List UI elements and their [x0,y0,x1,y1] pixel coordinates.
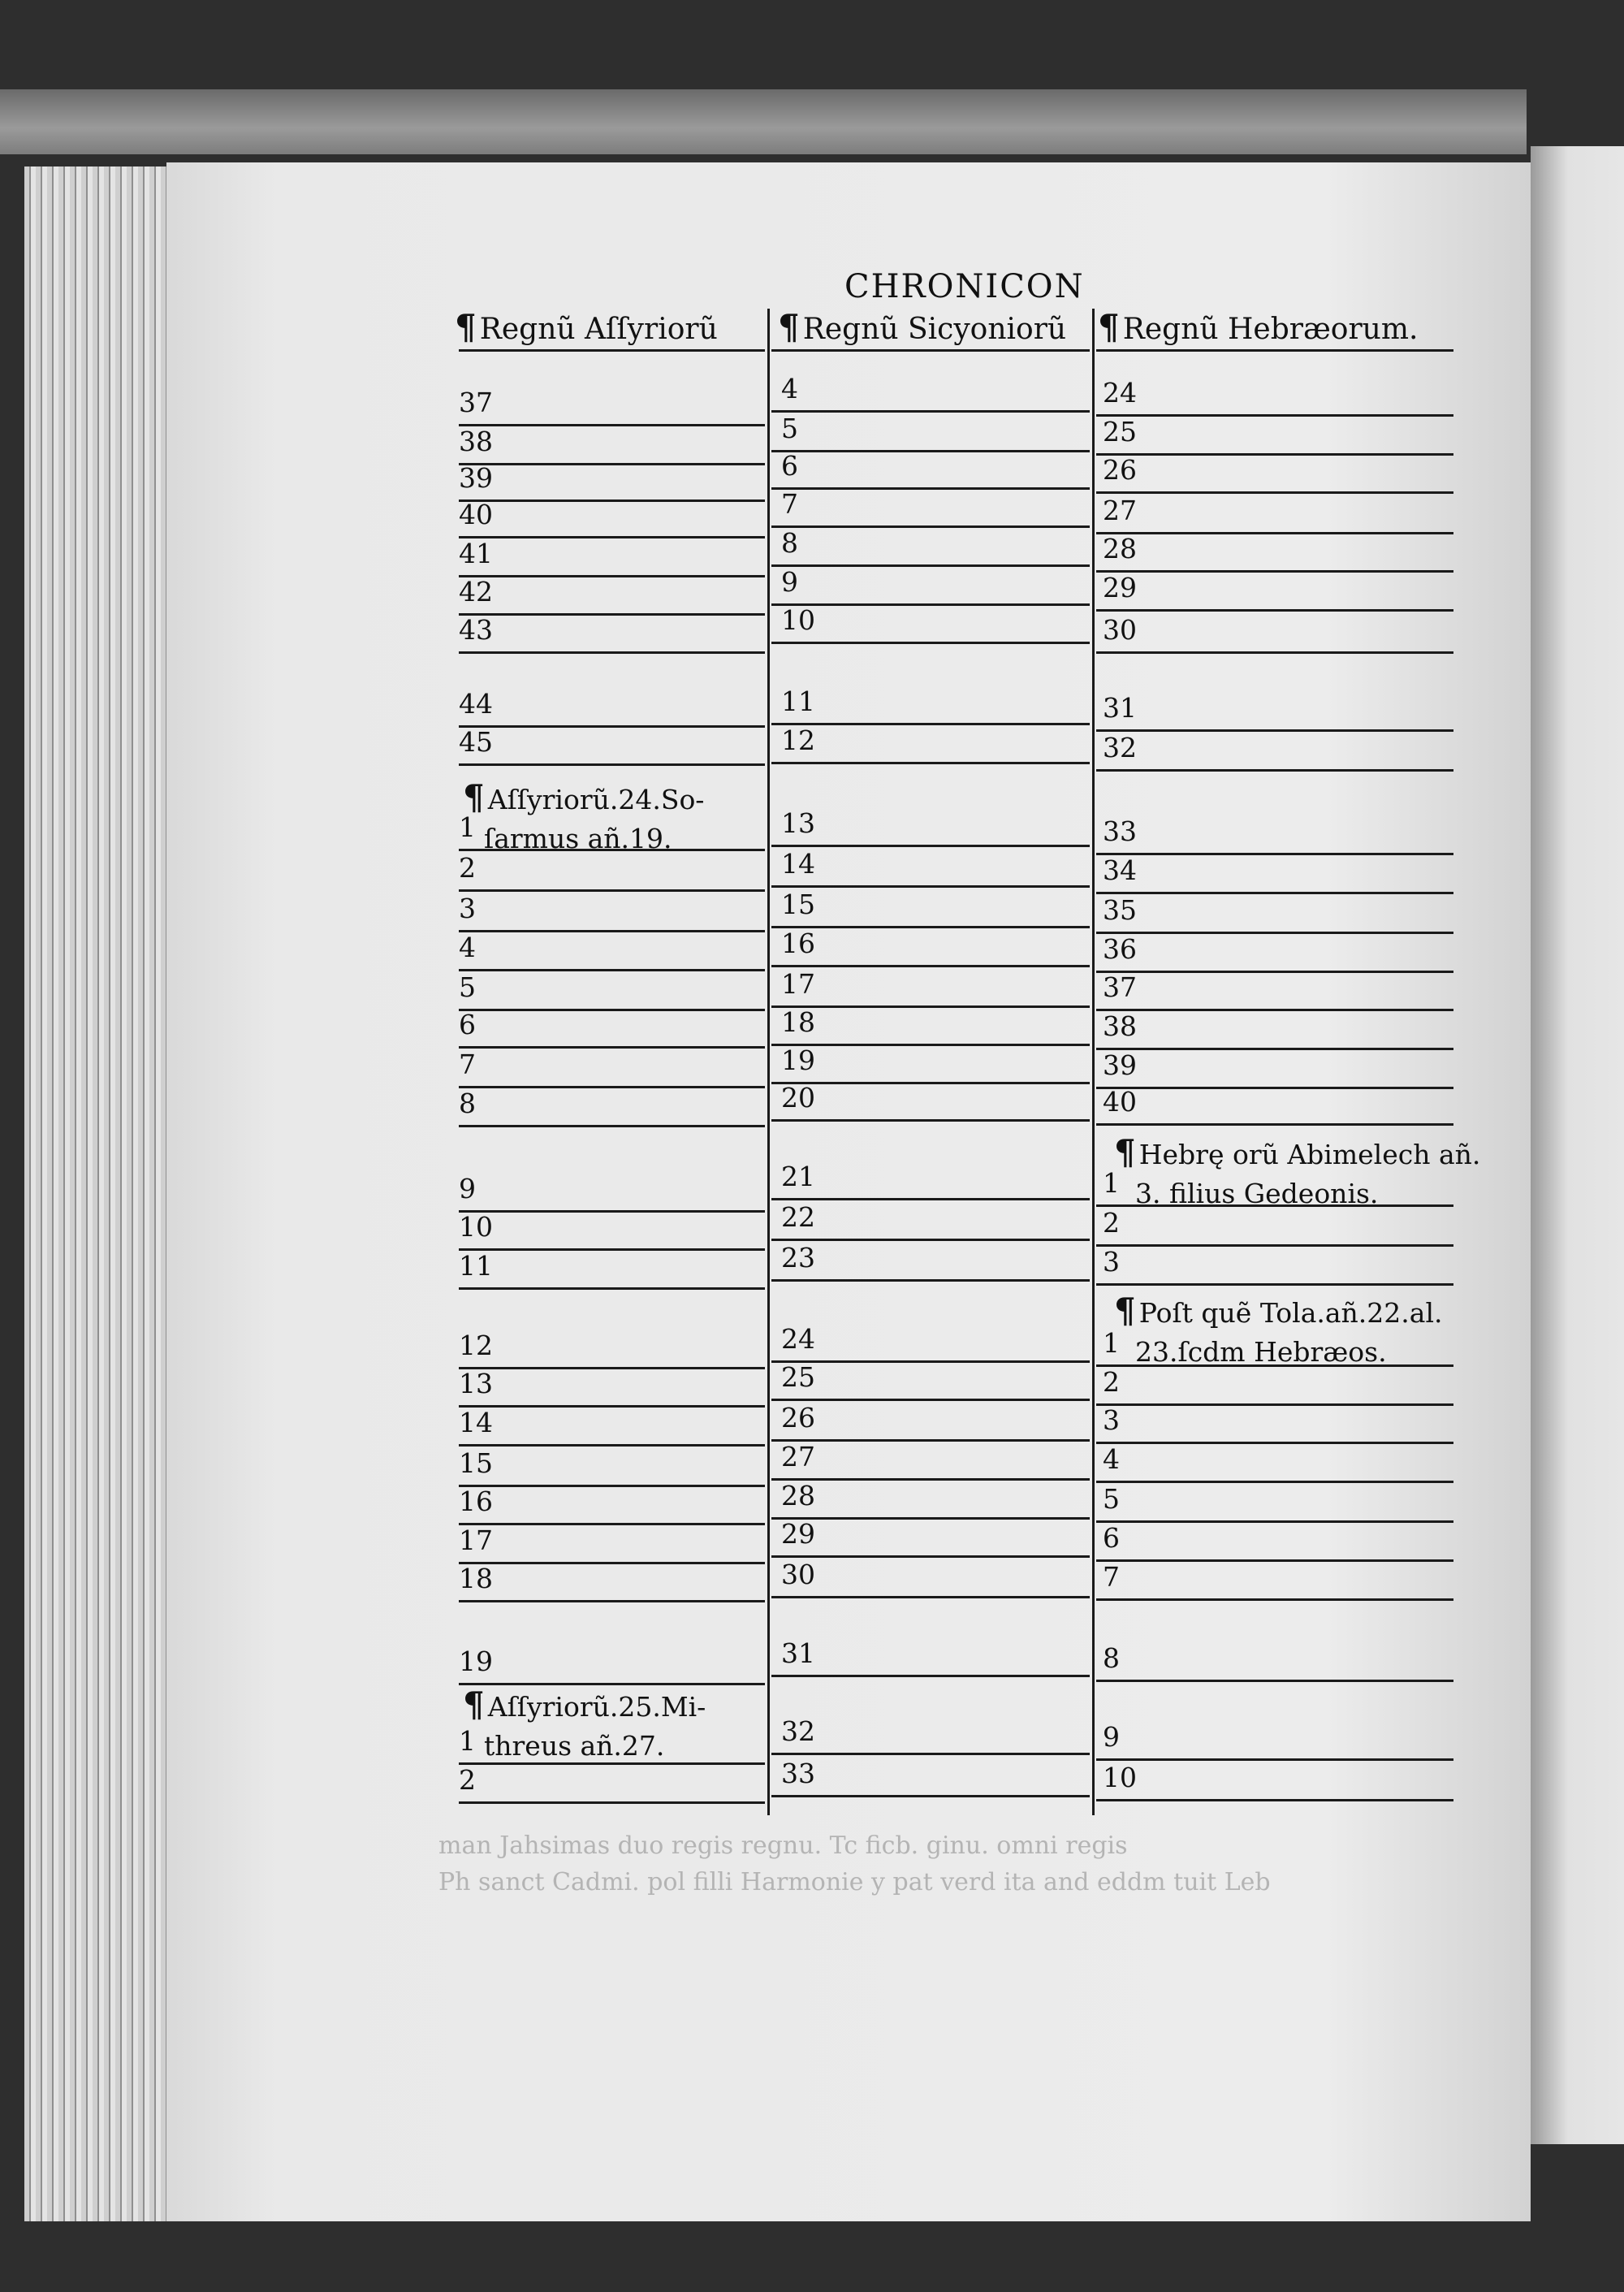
year-number: 33 [781,1758,815,1789]
reign-note-line: threus añ.27. [484,1730,665,1762]
year-number: 18 [459,1563,493,1594]
year-number: 9 [781,566,798,598]
column-divider [1092,309,1095,1815]
row-rule [771,885,1090,888]
row-rule [771,1360,1090,1363]
row-rule [771,1279,1090,1282]
row-rule [459,1523,765,1525]
row-rule [459,424,765,426]
row-rule [771,1119,1090,1122]
reign-note [1114,1291,1442,1372]
year-number: 16 [781,928,815,959]
header-rule [459,349,765,352]
column-header-label: Regnũ Hebræorum. [1122,313,1419,346]
reign-note-line: 3. filius Gedeonis. [1135,1178,1379,1209]
year-number: 6 [781,450,798,482]
year-number: 17 [781,968,815,1000]
reign-note-line: 23.ſcdm Hebræos. [1135,1336,1387,1368]
pilcrow-icon: ¶ [1098,307,1120,347]
row-rule [459,1485,765,1487]
row-rule [771,1555,1090,1558]
row-rule [771,723,1090,725]
year-number: 32 [781,1715,815,1747]
year-number: 3 [1103,1404,1120,1436]
row-rule [1096,1283,1453,1286]
year-number: 38 [1103,1010,1137,1042]
year-number: 8 [781,527,798,559]
row-rule [459,1444,765,1447]
year-number: 37 [1103,971,1137,1003]
year-number: 35 [1103,894,1137,926]
row-rule [1096,1009,1453,1011]
year-number: 7 [781,488,798,520]
row-rule [1096,1758,1453,1761]
year-number: 2 [459,1764,476,1796]
reign-note [463,778,704,858]
row-rule [459,536,765,538]
row-rule [1096,1403,1453,1406]
year-number: 7 [1103,1561,1120,1593]
year-number: 10 [459,1211,493,1243]
row-rule [1096,1481,1453,1483]
row-rule [771,926,1090,928]
year-number: 10 [1103,1762,1137,1793]
year-number: 30 [1103,614,1137,646]
row-rule [1096,453,1453,456]
pilcrow-icon: ¶ [455,307,477,347]
row-rule [459,1287,765,1290]
column-header-label: Regnũ Aſſyriorũ [479,313,718,346]
row-rule [459,613,765,616]
year-number: 9 [459,1173,476,1204]
year-number: 40 [459,499,493,530]
row-rule [771,603,1090,606]
row-rule [1096,1244,1453,1247]
row-rule [459,763,765,766]
year-number: 3 [1103,1246,1120,1278]
row-rule [459,1009,765,1011]
reign-note [463,1685,706,1766]
year-number: 39 [1103,1049,1137,1081]
year-number: 45 [459,726,493,758]
year-number: 2 [1103,1366,1120,1398]
year-number: 27 [781,1441,815,1473]
year-number: 1 [1103,1167,1120,1199]
header-rule [771,349,1090,352]
year-number: 30 [781,1559,815,1590]
year-number: 9 [1103,1721,1120,1753]
year-number: 5 [1103,1483,1120,1515]
year-number: 31 [781,1637,815,1669]
row-rule [459,1046,765,1049]
row-rule [771,1005,1090,1008]
year-number: 26 [1103,454,1137,486]
year-number: 4 [1103,1443,1120,1475]
column-header-assyrian [455,307,718,347]
year-number: 5 [459,971,476,1003]
year-number: 29 [781,1518,815,1550]
year-number: 43 [459,614,493,646]
row-rule [1096,1087,1453,1089]
row-rule [459,651,765,654]
year-number: 1 [459,811,476,843]
pilcrow-icon: ¶ [463,1684,485,1724]
year-number: 15 [781,889,815,920]
reign-note [1114,1133,1480,1213]
row-rule [459,930,765,932]
row-rule [459,889,765,892]
year-number: 18 [781,1006,815,1038]
row-rule [771,1439,1090,1442]
row-rule [459,1562,765,1564]
year-number: 17 [459,1524,493,1556]
year-number: 28 [781,1480,815,1511]
year-number: 28 [1103,533,1137,564]
column-header-label: Regnũ Sicyoniorũ [802,313,1067,346]
row-rule [1096,570,1453,573]
row-rule [771,1239,1090,1241]
row-rule [771,564,1090,567]
year-number: 1 [459,1725,476,1757]
year-number: 8 [1103,1642,1120,1674]
reign-note-line: Poſt quẽ Tola.añ.22.al. [1138,1297,1443,1329]
row-rule [1096,853,1453,855]
row-rule [771,1044,1090,1046]
year-number: 25 [1103,416,1137,448]
column-header-sicyonian [778,307,1066,347]
row-rule [1096,532,1453,534]
row-rule [459,1801,765,1804]
row-rule [771,845,1090,847]
year-number: 6 [1103,1522,1120,1554]
row-rule [1096,971,1453,973]
row-rule [1096,414,1453,417]
row-rule [771,762,1090,764]
year-number: 7 [459,1049,476,1080]
row-rule [459,1405,765,1408]
row-rule [459,1600,765,1602]
year-number: 40 [1103,1086,1137,1118]
row-rule [1096,729,1453,732]
row-rule [771,1675,1090,1677]
row-rule [459,1086,765,1088]
year-number: 44 [459,688,493,720]
pilcrow-icon: ¶ [463,777,485,817]
row-rule [1096,1520,1453,1523]
row-rule [1096,491,1453,494]
year-number: 11 [781,685,815,717]
year-number: 5 [781,413,798,444]
row-rule [459,725,765,728]
year-number: 12 [459,1330,493,1361]
row-rule [1096,1123,1453,1126]
row-rule [1096,651,1453,654]
year-number: 27 [1103,495,1137,526]
row-rule [771,487,1090,490]
row-rule [771,1596,1090,1598]
footer-line: man Jahsimas duo regis regnu. Tc ficb. ginu. omni regis [438,1831,1128,1860]
year-number: 4 [459,932,476,963]
year-number: 14 [781,848,815,880]
row-rule [771,1198,1090,1200]
reign-note-line: Aſſyriorũ.25.Mi- [487,1691,706,1723]
year-number: 37 [459,387,493,418]
row-rule [771,1753,1090,1755]
year-number: 8 [459,1088,476,1119]
year-number: 10 [781,604,815,636]
row-rule [771,1399,1090,1401]
row-rule [771,410,1090,413]
row-rule [771,450,1090,452]
row-rule [459,575,765,577]
row-rule [1096,892,1453,894]
year-number: 36 [1103,933,1137,965]
year-number: 42 [459,576,493,608]
row-rule [771,1478,1090,1481]
reign-note-line: Hebrę orũ Abimelech añ. [1138,1139,1481,1170]
row-rule [1096,1598,1453,1601]
year-number: 21 [781,1161,815,1192]
row-rule [771,965,1090,967]
year-number: 34 [1103,854,1137,886]
year-number: 29 [1103,572,1137,603]
pilcrow-icon: ¶ [1114,1291,1136,1330]
year-number: 23 [781,1242,815,1274]
pilcrow-icon: ¶ [1114,1132,1136,1172]
year-number: 25 [781,1361,815,1393]
row-rule [459,1125,765,1127]
year-number: 15 [459,1447,493,1479]
row-rule [1096,1048,1453,1050]
year-number: 24 [1103,377,1137,409]
column-divider [767,309,770,1815]
row-rule [459,463,765,465]
book-cover-edge [0,89,1527,154]
row-rule [1096,1442,1453,1444]
year-number: 3 [459,893,476,924]
reign-note-line: Aſſyriorũ.24.So- [487,784,705,815]
year-number: 26 [781,1402,815,1434]
row-rule [459,1248,765,1251]
year-number: 41 [459,538,493,569]
row-rule [459,499,765,502]
year-number: 6 [459,1009,476,1040]
year-number: 32 [1103,732,1137,763]
year-number: 39 [459,462,493,494]
year-number: 33 [1103,815,1137,847]
row-rule [459,969,765,971]
pilcrow-icon: ¶ [778,307,800,347]
year-number: 14 [459,1407,493,1438]
page-edges [24,166,179,2221]
row-rule [771,1517,1090,1520]
row-rule [771,642,1090,644]
row-rule [1096,1680,1453,1682]
footer-line: Ph sanct Cadmi. pol filli Harmonie y pat verd ita and eddm tuit Leb [438,1868,1271,1896]
row-rule [771,1082,1090,1084]
year-number: 12 [781,724,815,756]
row-rule [1096,769,1453,772]
year-number: 11 [459,1250,493,1282]
year-number: 24 [781,1323,815,1355]
year-number: 22 [781,1201,815,1233]
year-number: 31 [1103,692,1137,724]
row-rule [1096,1559,1453,1562]
year-number: 38 [459,426,493,457]
row-rule [459,1210,765,1213]
running-title: CHRONICON [844,268,1085,305]
year-number: 13 [781,807,815,839]
year-number: 13 [459,1368,493,1399]
row-rule [1096,1799,1453,1801]
year-number: 19 [459,1645,493,1677]
year-number: 1 [1103,1327,1120,1359]
year-number: 4 [781,373,798,404]
year-number: 2 [459,852,476,884]
row-rule [771,1795,1090,1797]
header-rule [1096,349,1453,352]
row-rule [771,525,1090,528]
year-number: 16 [459,1485,493,1517]
facing-page-edge [1531,146,1624,2144]
year-number: 19 [781,1044,815,1076]
year-number: 2 [1103,1207,1120,1239]
year-number: 20 [781,1082,815,1114]
reign-note-line: ſarmus añ.19. [484,823,672,854]
row-rule [1096,609,1453,612]
column-header-hebrew [1098,307,1418,347]
row-rule [459,1367,765,1369]
row-rule [1096,932,1453,934]
